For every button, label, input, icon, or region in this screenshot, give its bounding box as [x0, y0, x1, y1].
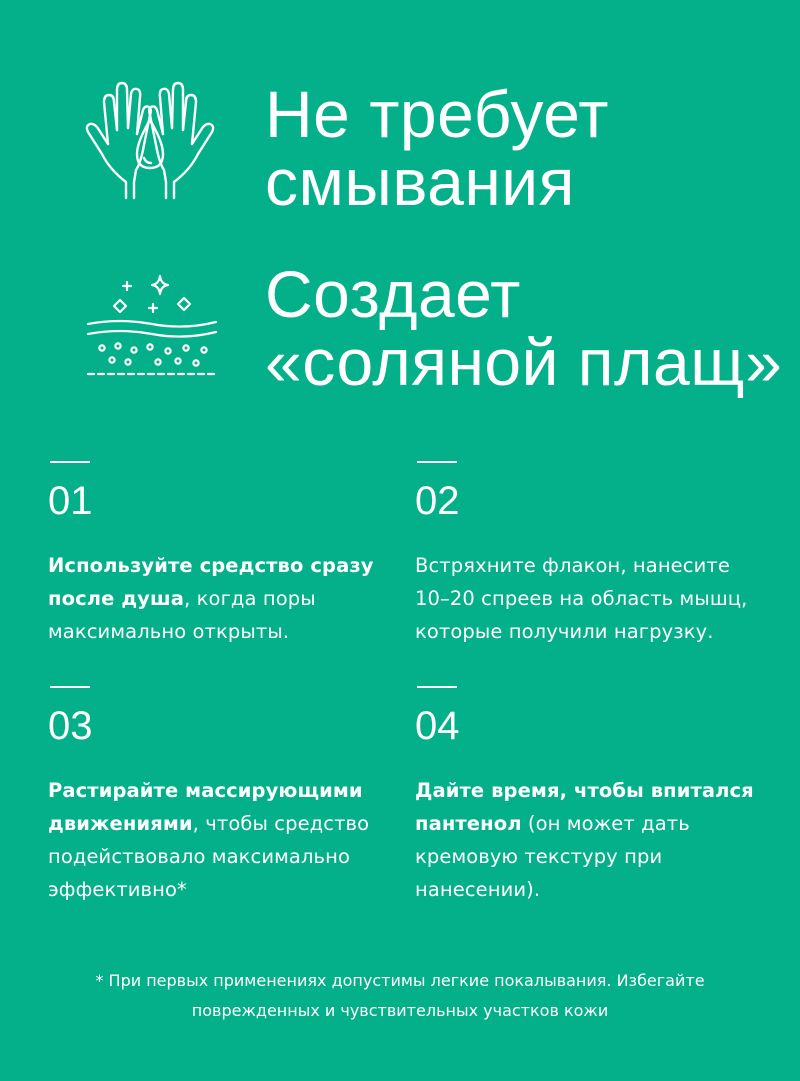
step-2	[415, 461, 765, 648]
step-3	[48, 686, 398, 906]
step-4	[415, 686, 765, 906]
step-divider	[50, 461, 90, 463]
step-divider	[50, 686, 90, 688]
step-text: Встряхните флакон, нанесите 10–20 спреев на область мышц, которые получили нагрузку.	[415, 554, 748, 643]
footnote: * При первых применениях допустимы легкие покалывания. Избегайте поврежденных и чувствительных участков кожи	[95, 971, 705, 1020]
step-text: Используйте средство сразу после душа, когда поры максимально открыты.	[48, 554, 374, 643]
feature-salt-cloak	[80, 257, 783, 400]
skin-layer-sparkle-icon	[80, 260, 220, 390]
step-number: 02	[415, 479, 460, 523]
step-number: 03	[48, 704, 93, 748]
step-number: 01	[48, 479, 93, 523]
feature-no-rinse	[80, 77, 760, 220]
step-divider	[417, 461, 457, 463]
feature-title: Не требует смывания	[265, 77, 609, 219]
step-number: 04	[415, 704, 460, 748]
step-text: Дайте время, чтобы впитался пантенол (он может дать кремовую текстуру при нанесении).	[415, 779, 754, 901]
step-text: Растирайте массирующими движениями, чтобы средство подействовало максимально эффективно*	[48, 779, 370, 901]
step-divider	[417, 686, 457, 688]
hands-with-drop-icon	[80, 80, 220, 210]
step-1	[48, 461, 398, 648]
feature-title: Создает «соляной плащ»	[265, 257, 783, 399]
